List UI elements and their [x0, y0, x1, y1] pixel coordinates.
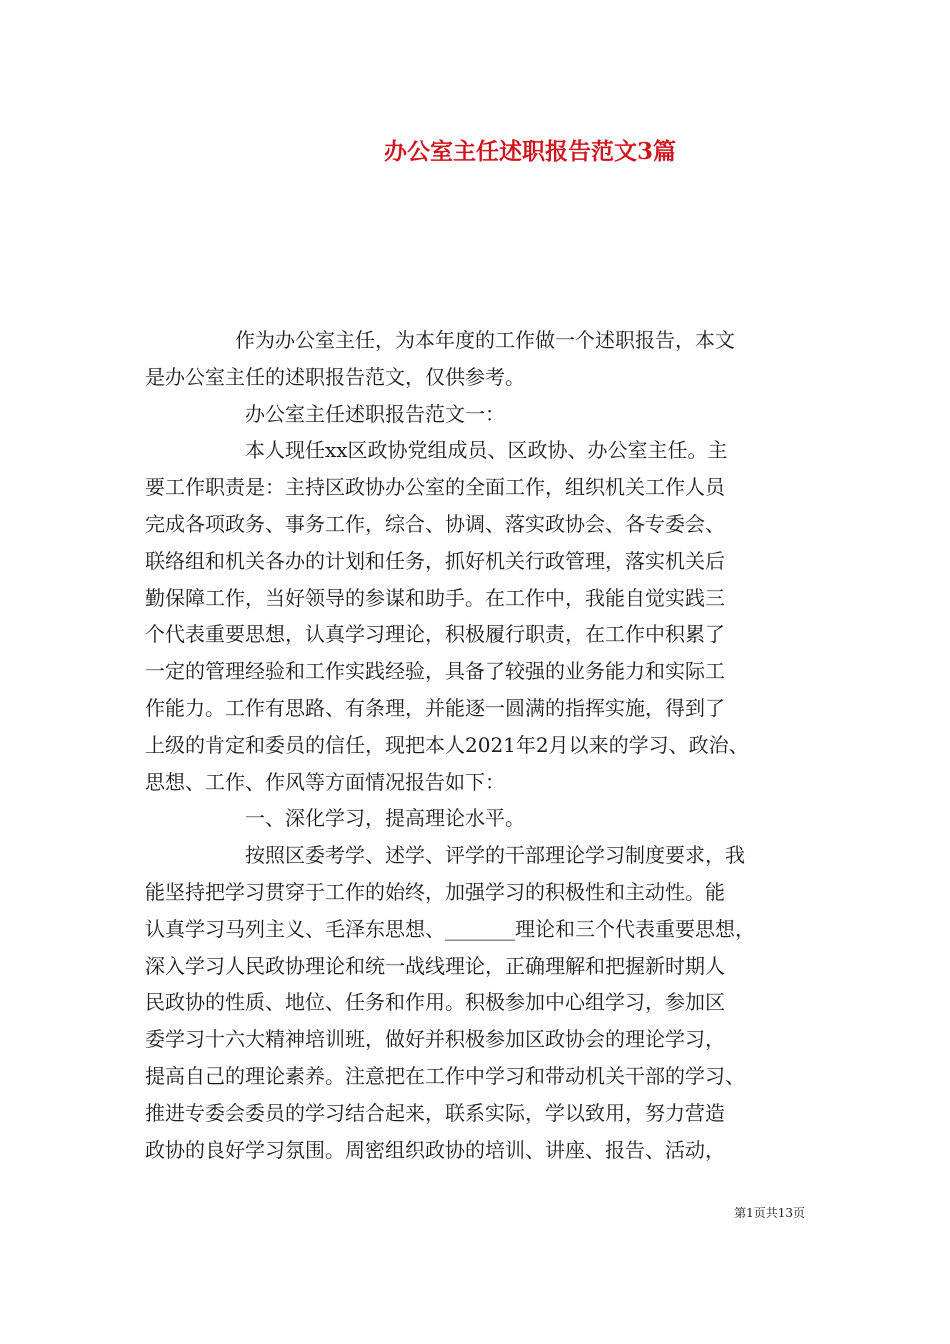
paragraph-line: 作为办公室主任，为本年度的工作做一个述职报告，本文 [235, 328, 735, 352]
document-body [145, 322, 810, 1168]
paragraph-line: 勤保障工作，当好领导的参谋和助手。在工作中，我能自觉实践三 [145, 585, 725, 610]
paragraph-line: 认真学习马列主义、毛泽东思想、_______理论和三个代表重要思想， [145, 916, 755, 941]
paragraph-line: 提高自己的理论素养。注意把在工作中学习和带动机关干部的学习、 [145, 1063, 745, 1088]
paragraph-line: 是办公室主任的述职报告范文，仅供参考。 [145, 364, 525, 389]
paragraph-line: 民政协的性质、地位、任务和作用。积极参加中心组学习，参加区 [145, 990, 725, 1015]
paragraph-line: 本人现任xx区政协党组成员、区政协、办公室主任。主 [245, 438, 728, 463]
page-number: 第1页共13页 [734, 1206, 805, 1220]
section-heading: 一、深化学习，提高理论水平。 [245, 806, 525, 831]
paragraph-line: 推进专委会委员的学习结合起来，联系实际，学以致用，努力营造 [145, 1100, 725, 1125]
paragraph-line: 要工作职责是：主持区政协办公室的全面工作，组织机关工作人员 [145, 475, 725, 500]
paragraph-line: 上级的肯定和委员的信任，现把本人2021年2月以来的学习、政治、 [145, 732, 749, 757]
paragraph-line: 个代表重要思想，认真学习理论，积极履行职责，在工作中积累了 [145, 622, 725, 647]
document-title: 办公室主任述职报告范文3篇 [383, 138, 676, 165]
paragraph-line: 深入学习人民政协理论和统一战线理论，正确理解和把握新时期人 [145, 953, 725, 978]
paragraph-line: 思想、工作、作风等方面情况报告如下： [145, 769, 505, 794]
paragraph-line: 政协的良好学习氛围。周密组织政协的培训、讲座、报告、活动， [145, 1137, 725, 1162]
paragraph-line: 能坚持把学习贯穿于工作的始终，加强学习的积极性和主动性。能 [145, 879, 725, 904]
paragraph-line: 委学习十六大精神培训班，做好并积极参加区政协会的理论学习， [145, 1027, 725, 1052]
paragraph-line: 按照区委考学、述学、评学的干部理论学习制度要求，我 [245, 843, 745, 868]
paragraph-line: 一定的管理经验和工作实践经验，具备了较强的业务能力和实际工 [145, 659, 725, 684]
paragraph-line: 完成各项政务、事务工作，综合、协调、落实政协会、各专委会、 [145, 511, 725, 536]
section-heading: 办公室主任述职报告范文一： [245, 401, 505, 426]
paragraph-line: 作能力。工作有思路、有条理，并能逐一圆满的指挥实施，得到了 [145, 695, 725, 720]
paragraph-line: 联络组和机关各办的计划和任务，抓好机关行政管理，落实机关后 [145, 548, 725, 573]
